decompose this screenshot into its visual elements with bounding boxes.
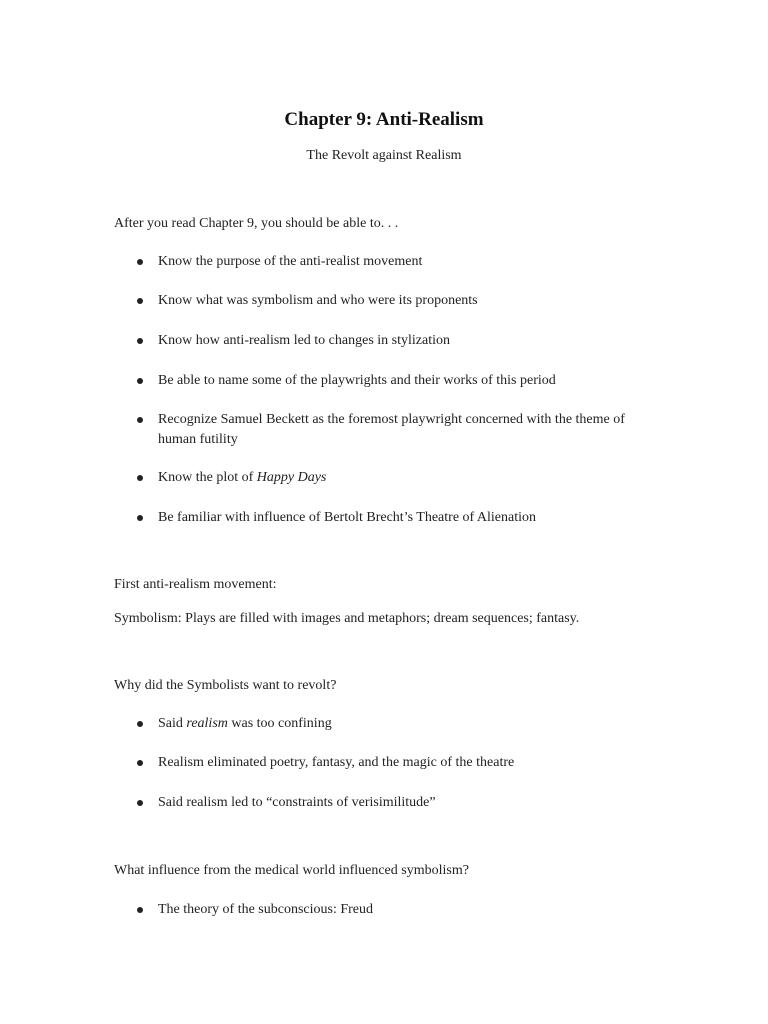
bullet-icon	[137, 417, 143, 423]
objective-text: Know what was symbolism and who were its proponents	[158, 293, 478, 308]
bullet-icon	[137, 475, 143, 481]
chapter-subtitle: The Revolt against Realism	[306, 148, 462, 163]
question-medical: What influence from the medical world influenced symbolism?	[114, 863, 469, 878]
reason-text: Said realism was too confining	[158, 716, 332, 731]
objective-item	[137, 410, 657, 450]
objective-item	[137, 508, 657, 528]
bullet-icon	[137, 259, 143, 265]
reason-item	[137, 793, 657, 813]
italic-word: realism	[186, 716, 228, 731]
bullet-icon	[137, 800, 143, 806]
bullet-icon	[137, 378, 143, 384]
influence-item	[137, 900, 657, 920]
objective-item	[137, 252, 657, 272]
italic-title: Happy Days	[256, 470, 327, 485]
objective-text: Know how anti-realism led to changes in stylization	[158, 333, 450, 348]
objective-text: Recognize Samuel Beckett as the foremost playwright concerned with the theme of human futility	[158, 412, 625, 447]
question-revolt: Why did the Symbolists want to revolt?	[114, 678, 337, 693]
bullet-icon	[137, 338, 143, 344]
bullet-icon	[137, 298, 143, 304]
objective-item	[137, 371, 657, 391]
objective-item	[137, 291, 657, 311]
objective-text: Know the purpose of the anti-realist movement	[158, 254, 423, 269]
reason-text: Realism eliminated poetry, fantasy, and the magic of the theatre	[158, 755, 515, 770]
reason-item	[137, 753, 657, 773]
intro-text: After you read Chapter 9, you should be able to. . .	[114, 216, 399, 231]
symbolism-definition: Symbolism: Plays are filled with images and metaphors; dream sequences; fantasy.	[114, 611, 580, 626]
objective-text: Be familiar with influence of Bertolt Brecht’s Theatre of Alienation	[158, 510, 537, 525]
bullet-icon	[137, 907, 143, 913]
objective-text: Be able to name some of the playwrights and their works of this period	[158, 373, 556, 388]
bullet-icon	[137, 515, 143, 521]
influence-text: The theory of the subconscious: Freud	[158, 902, 374, 917]
objective-item	[137, 468, 657, 488]
reason-text: Said realism led to “constraints of verisimilitude”	[158, 795, 436, 810]
first-movement-label: First anti-realism movement:	[114, 577, 277, 592]
chapter-title: Chapter 9: Anti-Realism	[284, 109, 484, 130]
objective-text: Know the plot of Happy Days	[158, 470, 327, 485]
objective-item	[137, 331, 657, 351]
bullet-icon	[137, 721, 143, 727]
reason-item	[137, 714, 657, 734]
bullet-icon	[137, 760, 143, 766]
